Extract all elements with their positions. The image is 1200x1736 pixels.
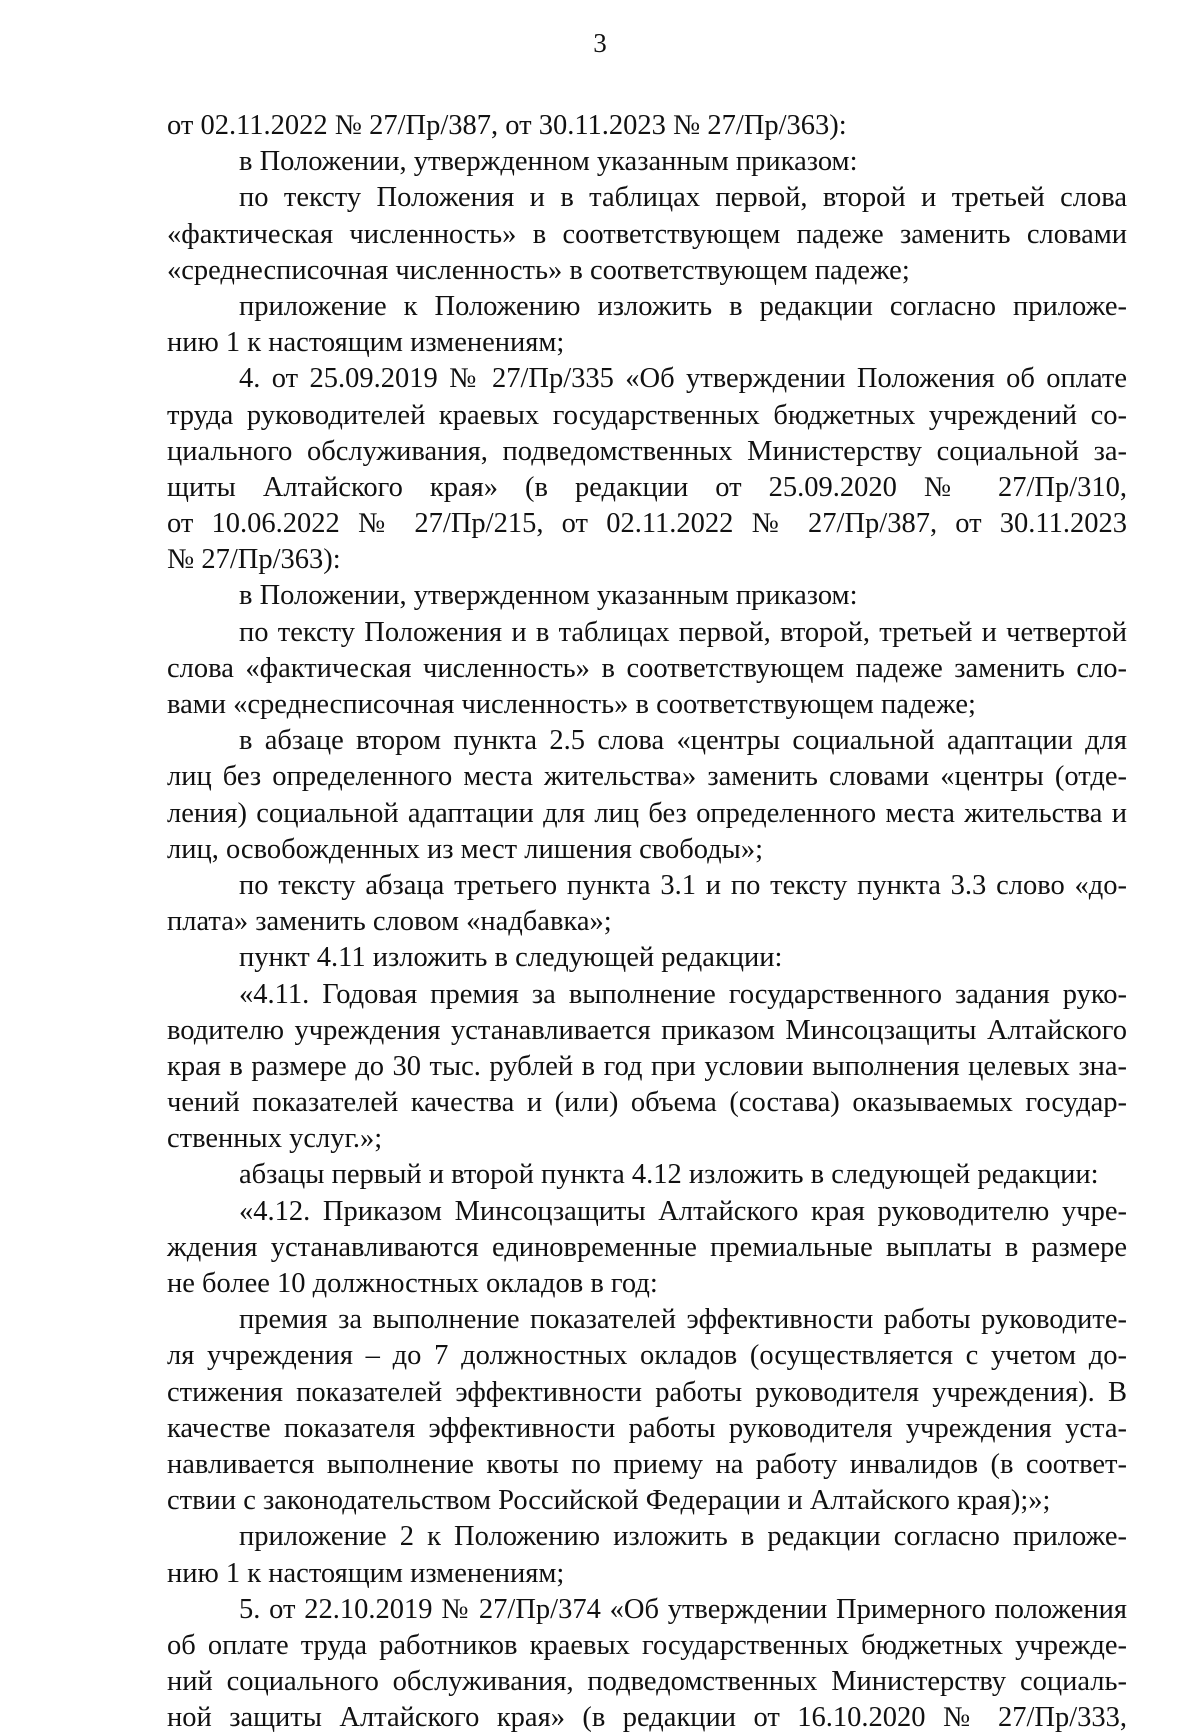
- text-line: приложение к Положению изложить в редакции согласно приложе-: [239, 290, 1127, 322]
- text-line: вами «среднесписочная численность» в соответствующем падеже;: [167, 689, 976, 720]
- text-line: по тексту Положения и в таблицах первой, второй, третьей и четвертой: [239, 616, 1127, 648]
- text-line: нию 1 к настоящим изменениям;: [167, 1557, 565, 1589]
- text-line: не более 10 должностных окладов в год:: [167, 1268, 658, 1299]
- text-line: чений показателей качества и (или) объема (состава) оказываемых государ-: [167, 1087, 1127, 1119]
- text-line: «4.11. Годовая премия за выполнение государственного задания руко-: [239, 978, 1127, 1010]
- text-line: об оплате труда работников краевых государственных бюджетных учрежде-: [167, 1629, 1127, 1661]
- text-line: пункт 4.11 изложить в следующей редакции:: [239, 942, 783, 974]
- text-line: качестве показателя эффективности работы руководителя учреждения уста-: [167, 1412, 1127, 1444]
- text-line: «среднесписочная численность» в соответствующем падеже;: [167, 254, 910, 286]
- page-number: 3: [593, 28, 607, 58]
- text-line: от 10.06.2022 № 27/Пр/215, от 02.11.2022 № 27/Пр/387, от 30.11.2023: [167, 508, 1127, 540]
- text-line: «4.12. Приказом Минсоцзащиты Алтайского края руководителю учре-: [239, 1195, 1127, 1227]
- text-line: труда руководителей краевых государственных бюджетных учреждений со-: [167, 399, 1127, 431]
- text-line: щиты Алтайского края» (в редакции от 25.09.2020 № 27/Пр/310,: [167, 471, 1127, 503]
- text-line: от 02.11.2022 № 27/Пр/387, от 30.11.2023 № 27/Пр/363):: [167, 110, 847, 141]
- text-line: нию 1 к настоящим изменениям;: [167, 327, 565, 359]
- text-line: циального обслуживания, подведомственных Министерству социальной за-: [167, 435, 1127, 467]
- text-line: премия за выполнение показателей эффективности работы руководите-: [239, 1304, 1127, 1336]
- text-line: ственных услуг.»;: [167, 1123, 383, 1155]
- text-line: 4. от 25.09.2019 № 27/Пр/335 «Об утверждении Положения об оплате: [239, 363, 1127, 395]
- text-line: приложение 2 к Положению изложить в редакции согласно приложе-: [239, 1521, 1127, 1553]
- text-line: в Положении, утвержденном указанным приказом:: [239, 146, 858, 178]
- text-line: в Положении, утвержденном указанным приказом:: [239, 580, 858, 612]
- text-line: ний социального обслуживания, подведомственных Министерству социаль-: [167, 1666, 1127, 1698]
- text-line: ной защиты Алтайского края» (в редакции от 16.10.2020 № 27/Пр/333,: [167, 1702, 1127, 1734]
- text-line: навливается выполнение квоты по приему на работу инвалидов (в соответ-: [167, 1448, 1127, 1480]
- text-line: ствии с законодательством Российской Федерации и Алтайского края);»;: [167, 1485, 1051, 1517]
- text-line: водителю учреждения устанавливается приказом Минсоцзащиты Алтайского: [167, 1014, 1127, 1046]
- text-line: плата» заменить словом «надбавка»;: [167, 906, 612, 938]
- text-line: по тексту Положения и в таблицах первой, второй и третьей слова: [239, 182, 1127, 214]
- text-line: «фактическая численность» в соответствующем падеже заменить словами: [167, 218, 1127, 250]
- text-line: ления) социальной адаптации для лиц без определенного места жительства и: [167, 797, 1127, 829]
- text-line: края в размере до 30 тыс. рублей в год при условии выполнения целевых зна-: [167, 1050, 1127, 1082]
- document-text-body: [167, 108, 1127, 1736]
- text-line: лиц без определенного места жительства» заменить словами «центры (отде-: [167, 761, 1127, 793]
- text-line: слова «фактическая численность» в соответствующем падеже заменить сло-: [167, 652, 1127, 684]
- text-line: в абзаце втором пункта 2.5 слова «центры социальной адаптации для: [239, 725, 1127, 757]
- text-line: лиц, освобожденных из мест лишения свободы»;: [167, 833, 763, 865]
- text-line: по тексту абзаца третьего пункта 3.1 и по тексту пункта 3.3 слово «до-: [239, 869, 1127, 901]
- text-line: 5. от 22.10.2019 № 27/Пр/374 «Об утверждении Примерного положения: [239, 1593, 1127, 1625]
- text-line: абзацы первый и второй пункта 4.12 изложить в следующей редакции:: [239, 1159, 1099, 1191]
- text-line: ждения устанавливаются единовременные премиальные выплаты в размере: [167, 1231, 1127, 1263]
- text-line: стижения показателей эффективности работы руководителя учреждения). В: [167, 1376, 1127, 1408]
- text-line: № 27/Пр/363):: [167, 544, 341, 576]
- text-line: ля учреждения – до 7 должностных окладов (осуществляется с учетом до-: [167, 1340, 1127, 1372]
